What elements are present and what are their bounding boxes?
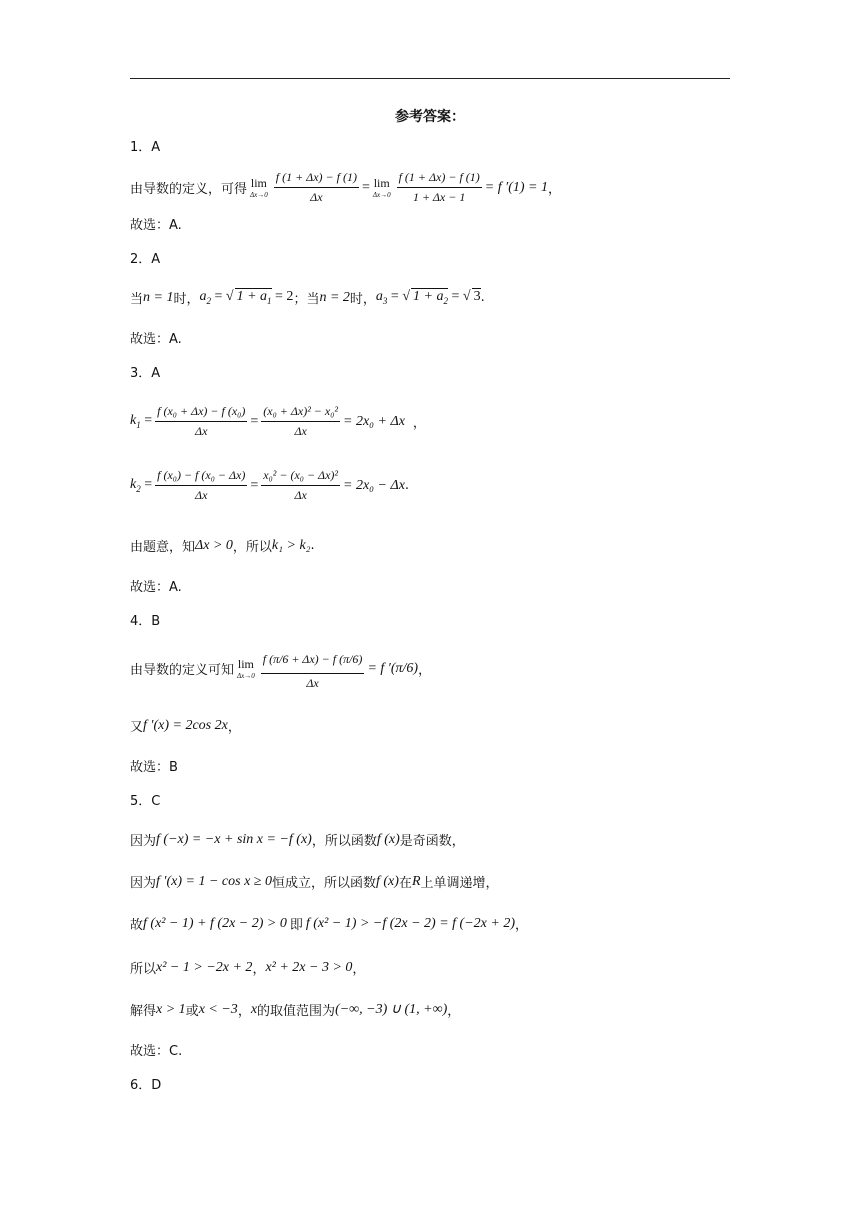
math: R: [411, 873, 421, 889]
q4-fraction: [261, 646, 365, 691]
q4-head: 4．B: [130, 614, 161, 629]
k2-result: = 2x₀ − Δx: [343, 477, 405, 493]
eq: =: [447, 289, 463, 305]
q6-head: 6．D: [130, 1078, 162, 1093]
q3-answer: 故选：A.: [130, 580, 182, 595]
sub: 2: [136, 483, 141, 494]
header-rule: [130, 78, 730, 79]
value: = 2: [271, 289, 294, 305]
denominator: Δx: [195, 424, 208, 438]
q5-line-2: [130, 872, 499, 891]
equals: =: [361, 179, 370, 195]
math: x: [250, 1001, 258, 1017]
text: ，所以: [232, 540, 272, 555]
q2-answer: 故选：A.: [130, 332, 182, 347]
q4-result: = f ′(π/6): [367, 660, 419, 676]
text: 的取值范围为: [257, 1004, 336, 1019]
q5-line-3: [130, 914, 528, 933]
q5-line-1: [130, 830, 465, 849]
numerator: x₀² − (x₀ − Δx)²: [261, 468, 340, 486]
q3-head: 3．A: [130, 366, 161, 381]
math: n = 1: [143, 289, 174, 305]
numerator: f (x₀) − f (x₀ − Δx): [155, 468, 247, 486]
text: ，: [237, 1004, 251, 1019]
radicand: 1 + a: [236, 289, 268, 305]
q3-k2: $k_2$ = $\frac{\text{f (x₀) − f (x₀ − Δx)}}{\Delta x}$ = $\frac{\text{x₀² − (x₀ − Δx)²}}{\Delta x}$ = 2x₀ − Δx .: [130, 468, 410, 502]
denominator: Δx: [195, 488, 208, 502]
text: .: [404, 478, 410, 493]
lim-word: lim: [237, 657, 254, 671]
text: ，所以函数: [311, 834, 377, 849]
text: ；当: [293, 292, 320, 307]
text: 时，: [349, 292, 376, 307]
var: a: [199, 289, 207, 305]
q2-a2: $a_2$ = √ $1 + a_1 = 2$: [199, 289, 294, 306]
q1-limit: [250, 176, 268, 199]
text: ，: [352, 962, 366, 977]
q3-k1: $k_1$ = $\frac{\text{f (x₀ + Δx) − f (x₀)}}{\Delta x}$ = $\frac{\text{(x₀ + Δx)² − x₀²}}{\Delta x}$ = 2x₀ + Δx ，: [130, 404, 426, 438]
q4-derivative: [130, 716, 241, 735]
k2-fraction-1: [155, 468, 247, 503]
text: 由题意，知: [130, 540, 196, 555]
q1-fraction-1: [274, 170, 359, 205]
q2-derivation: [130, 288, 485, 307]
q5-head: 5．C: [130, 794, 161, 809]
page-title: 参考答案：: [395, 109, 465, 125]
math: x > 1: [156, 1001, 186, 1017]
text: 恒成立，所以函数: [271, 876, 376, 891]
eq: =: [387, 289, 403, 305]
q2-head: 2．A: [130, 252, 161, 267]
math: f (x² − 1) > −f (2x − 2) = f (−2x + 2): [305, 915, 515, 931]
denominator: Δx: [294, 424, 307, 438]
text: 即: [289, 918, 303, 933]
text: 上单调递增，: [420, 876, 499, 891]
math: k₁ > k₂: [271, 537, 311, 553]
sub: 3: [382, 295, 388, 306]
numerator: f (1 + Δx) − f (1): [274, 170, 359, 188]
math: f (x² − 1) + f (2x − 2) > 0: [143, 915, 287, 931]
denominator: Δx: [294, 488, 307, 502]
numerator: f (x₀ + Δx) − f (x₀): [155, 404, 247, 422]
text: 时，: [173, 292, 200, 307]
text: 因为: [130, 876, 157, 891]
math: f (x): [376, 831, 400, 847]
k1-var: k: [130, 413, 137, 429]
math: f (−x) = −x + sin x = −f (x): [156, 831, 312, 847]
text: ，: [418, 663, 432, 678]
text: 解得: [130, 1004, 157, 1019]
k1-fraction-2: [261, 404, 340, 439]
q4-answer: 故选：B: [130, 760, 178, 775]
math: f (x): [375, 873, 399, 889]
math: x² − 1 > −2x + 2: [156, 959, 253, 975]
sub: 1: [136, 419, 141, 430]
text: ，: [447, 1004, 461, 1019]
math: f ′(x) = 2cos 2x: [143, 717, 228, 733]
q1-answer: 故选：A.: [130, 218, 182, 233]
q1-derivation: [130, 170, 561, 205]
text: ，: [515, 918, 529, 933]
numerator: (x₀ + Δx)² − x₀²: [261, 404, 340, 422]
denominator: Δx: [310, 190, 323, 204]
text: 故: [130, 918, 144, 933]
q5-line-5: [130, 1000, 460, 1019]
q1-result: = f ′(1) = 1: [484, 179, 548, 195]
math: f ′(x) = 1 − cos x ≥ 0: [156, 873, 272, 889]
q4-derivation: [130, 646, 431, 691]
q1-fraction-2: [397, 170, 482, 205]
math: x² + 2x − 3 > 0: [265, 959, 353, 975]
q5-line-4: [130, 958, 365, 977]
math: x < −3: [198, 1001, 238, 1017]
text: 又: [130, 720, 144, 735]
text: 因为: [130, 834, 157, 849]
k2-var: k: [130, 477, 137, 493]
q1-text: 由导数的定义，可得: [130, 182, 248, 197]
q1-limit-2: [373, 176, 391, 199]
lim-word: lim: [373, 176, 390, 190]
text: ，: [227, 720, 241, 735]
text: 在: [398, 876, 412, 891]
k1-fraction-1: [155, 404, 247, 439]
text: 所以: [130, 962, 157, 977]
eq: =: [210, 289, 226, 305]
lim-sub: Δx→0: [372, 191, 391, 199]
sub: 2: [443, 295, 448, 306]
q1-tail: ，: [547, 182, 561, 197]
q5-answer: 故选：C.: [130, 1044, 183, 1059]
lim-word: lim: [250, 176, 267, 190]
text: ，: [252, 962, 266, 977]
text: .: [480, 290, 485, 305]
lim-sub: Δx→0: [237, 672, 255, 680]
q1-head: 1．A: [130, 140, 161, 155]
text: 当: [130, 292, 144, 307]
text: .: [310, 538, 315, 553]
sub: 2: [206, 295, 211, 306]
q2-a3: $a_3$ = √ $1 + a_2$ = √ 3: [375, 289, 481, 306]
text: ，: [412, 416, 426, 431]
q3-conclusion: [130, 536, 315, 555]
text: 或: [185, 1004, 199, 1019]
k2-fraction-2: [261, 468, 340, 503]
radicand: 1 + a: [413, 289, 444, 305]
k1-result: = 2x₀ + Δx: [343, 413, 405, 429]
denominator: Δx: [306, 676, 319, 690]
denominator: 1 + Δx − 1: [413, 190, 466, 204]
text: 由导数的定义可知: [130, 663, 235, 678]
math: (−∞, −3) ∪ (1, +∞): [335, 1002, 448, 1017]
var: a: [375, 289, 383, 305]
math: n = 2: [319, 289, 350, 305]
text: 是奇函数，: [399, 834, 465, 849]
q4-limit: [237, 657, 255, 680]
radicand: 3: [473, 289, 481, 305]
lim-sub: Δx→0: [250, 191, 268, 199]
numerator: f (π/6 + Δx) − f (π/6): [261, 646, 365, 674]
math: Δx > 0: [195, 537, 233, 553]
sub: 1: [267, 295, 272, 306]
numerator: f (1 + Δx) − f (1): [397, 170, 482, 188]
